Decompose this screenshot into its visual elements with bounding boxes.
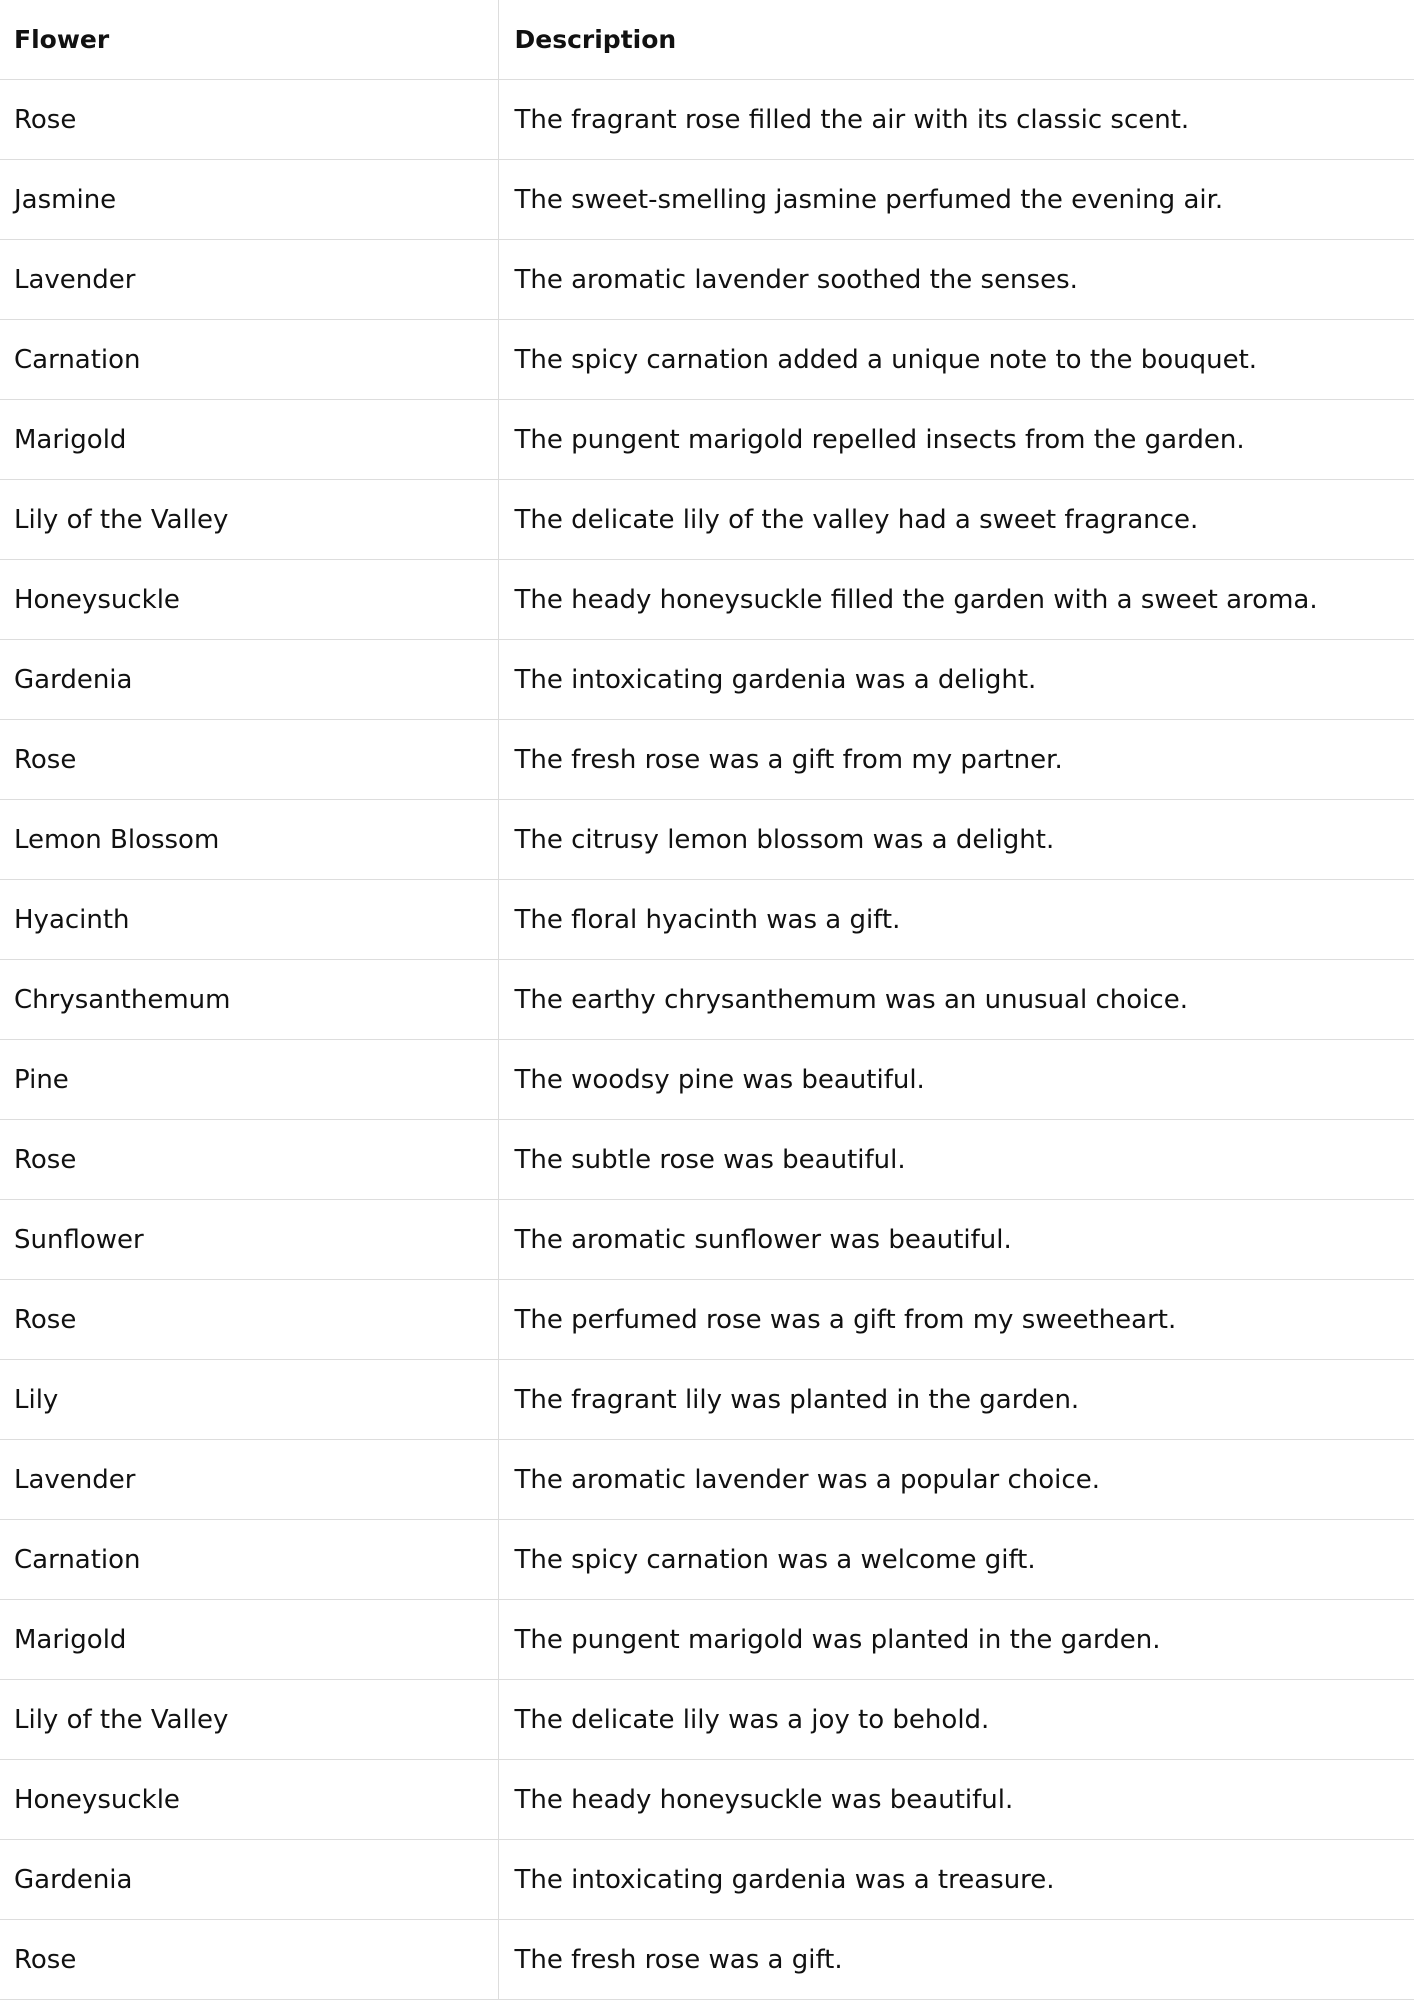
- description-cell: The pungent marigold was planted in the garden.: [498, 1600, 1414, 1680]
- description-cell: The aromatic lavender soothed the senses.: [498, 240, 1414, 320]
- table-row: [0, 1360, 1414, 1440]
- table-row: [0, 640, 1414, 720]
- table-row: [0, 1040, 1414, 1120]
- flower-cell: Jasmine: [0, 160, 498, 240]
- flower-cell: Sunflower: [0, 1200, 498, 1280]
- table-row: [0, 1680, 1414, 1760]
- flower-cell: Carnation: [0, 320, 498, 400]
- table-row: [0, 480, 1414, 560]
- flower-cell: Rose: [0, 80, 498, 160]
- description-cell: The spicy carnation was a welcome gift.: [498, 1520, 1414, 1600]
- description-cell: The aromatic lavender was a popular choice.: [498, 1440, 1414, 1520]
- table-row: [0, 1520, 1414, 1600]
- table-row: [0, 1280, 1414, 1360]
- flower-cell: Pine: [0, 1040, 498, 1120]
- table-header: [0, 0, 1414, 80]
- flower-cell: Marigold: [0, 1600, 498, 1680]
- flower-cell: Lily: [0, 1360, 498, 1440]
- flower-cell: Hyacinth: [0, 880, 498, 960]
- description-cell: The delicate lily of the valley had a sweet fragrance.: [498, 480, 1414, 560]
- table-row: [0, 240, 1414, 320]
- flower-cell: Gardenia: [0, 640, 498, 720]
- description-cell: The fresh rose was a gift from my partner.: [498, 720, 1414, 800]
- table-row: [0, 160, 1414, 240]
- description-cell: The aromatic sunflower was beautiful.: [498, 1200, 1414, 1280]
- flower-cell: Lily of the Valley: [0, 480, 498, 560]
- description-cell: The citrusy lemon blossom was a delight.: [498, 800, 1414, 880]
- description-cell: The fragrant lily was planted in the garden.: [498, 1360, 1414, 1440]
- table-row: [0, 1440, 1414, 1520]
- description-cell: The intoxicating gardenia was a delight.: [498, 640, 1414, 720]
- table-row: [0, 560, 1414, 640]
- description-cell: The heady honeysuckle was beautiful.: [498, 1760, 1414, 1840]
- description-cell: The perfumed rose was a gift from my sweetheart.: [498, 1280, 1414, 1360]
- description-cell: The subtle rose was beautiful.: [498, 1120, 1414, 1200]
- description-cell: The delicate lily was a joy to behold.: [498, 1680, 1414, 1760]
- description-cell: The earthy chrysanthemum was an unusual choice.: [498, 960, 1414, 1040]
- flower-cell: Rose: [0, 720, 498, 800]
- flower-cell: Lavender: [0, 240, 498, 320]
- column-header-flower: Flower: [0, 0, 498, 80]
- flower-cell: Rose: [0, 1120, 498, 1200]
- flower-cell: Honeysuckle: [0, 560, 498, 640]
- table-row: [0, 400, 1414, 480]
- flower-cell: Lemon Blossom: [0, 800, 498, 880]
- table-row: [0, 1760, 1414, 1840]
- table-row: [0, 800, 1414, 880]
- table-body: [0, 80, 1414, 2000]
- description-cell: The intoxicating gardenia was a treasure.: [498, 1840, 1414, 1920]
- table-row: [0, 1120, 1414, 1200]
- table-row: [0, 720, 1414, 800]
- table-row: [0, 1920, 1414, 2000]
- table-row: [0, 960, 1414, 1040]
- flower-cell: Gardenia: [0, 1840, 498, 1920]
- flower-cell: Marigold: [0, 400, 498, 480]
- description-cell: The sweet-smelling jasmine perfumed the evening air.: [498, 160, 1414, 240]
- description-cell: The pungent marigold repelled insects from the garden.: [498, 400, 1414, 480]
- flower-cell: Honeysuckle: [0, 1760, 498, 1840]
- table-row: [0, 1600, 1414, 1680]
- description-cell: The fresh rose was a gift.: [498, 1920, 1414, 2000]
- table-row: [0, 320, 1414, 400]
- flower-cell: Rose: [0, 1280, 498, 1360]
- table-row: [0, 1840, 1414, 1920]
- column-header-description: Description: [498, 0, 1414, 80]
- table-row: [0, 80, 1414, 160]
- table-row: [0, 880, 1414, 960]
- description-cell: The fragrant rose filled the air with its classic scent.: [498, 80, 1414, 160]
- flower-cell: Lily of the Valley: [0, 1680, 498, 1760]
- flower-cell: Lavender: [0, 1440, 498, 1520]
- flower-cell: Rose: [0, 1920, 498, 2000]
- description-cell: The spicy carnation added a unique note to the bouquet.: [498, 320, 1414, 400]
- header-row: [0, 0, 1414, 80]
- description-cell: The woodsy pine was beautiful.: [498, 1040, 1414, 1120]
- description-cell: The heady honeysuckle filled the garden with a sweet aroma.: [498, 560, 1414, 640]
- description-cell: The floral hyacinth was a gift.: [498, 880, 1414, 960]
- flower-cell: Carnation: [0, 1520, 498, 1600]
- flower-cell: Chrysanthemum: [0, 960, 498, 1040]
- table-row: [0, 1200, 1414, 1280]
